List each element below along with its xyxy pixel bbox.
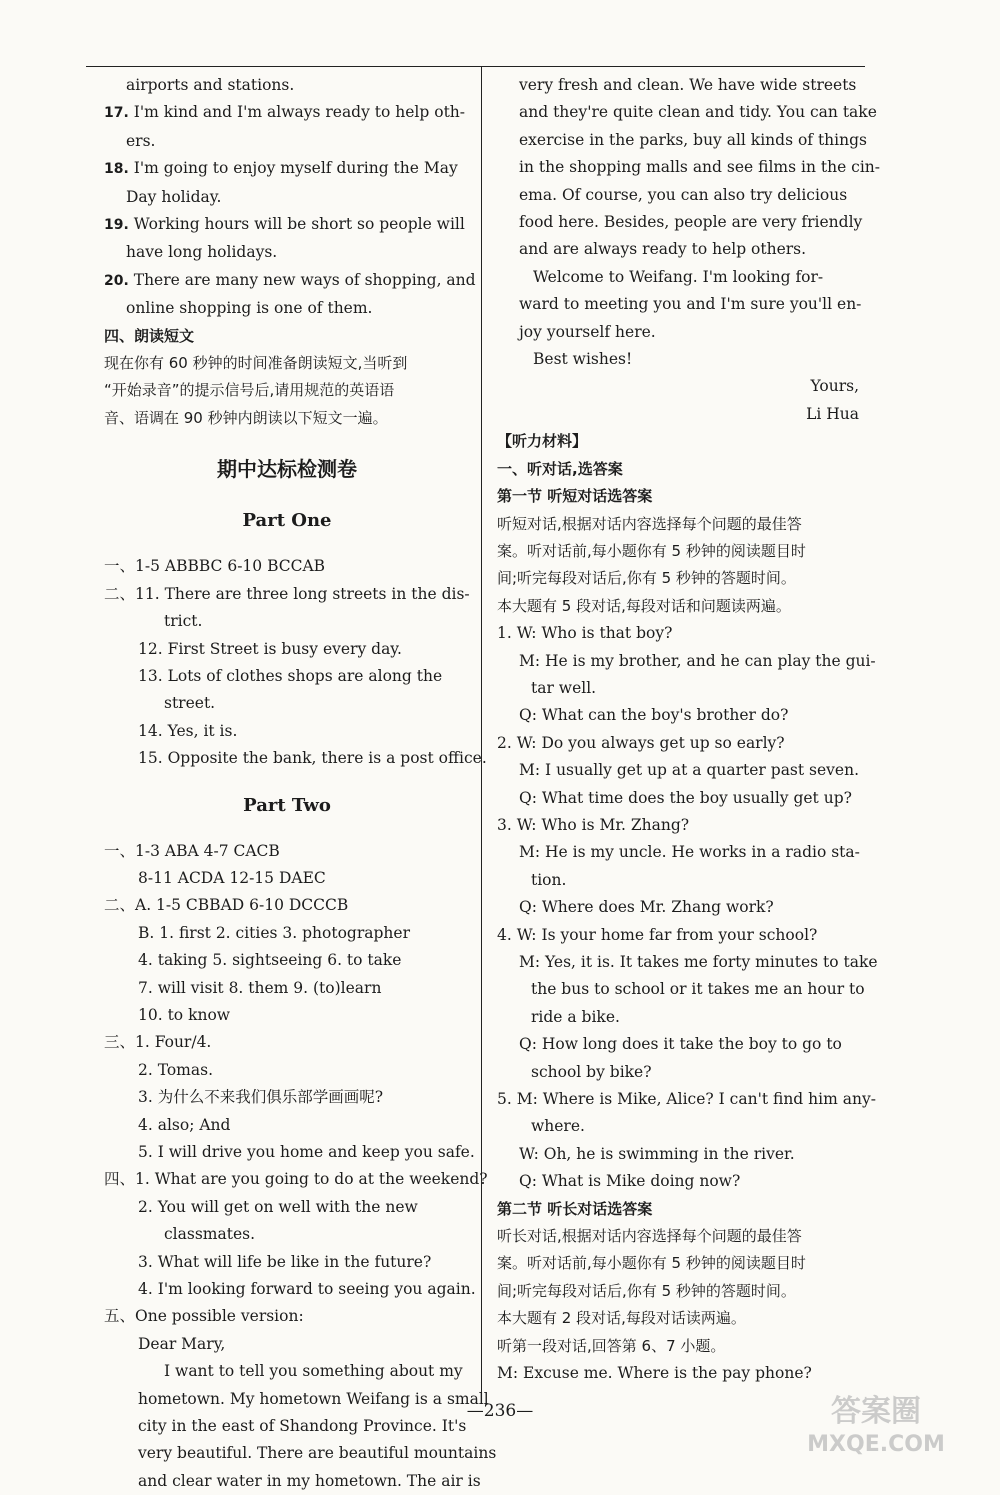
line-text: very fresh and clean. We have wide streets	[519, 76, 857, 94]
line-text: 【听力材料】	[497, 432, 588, 451]
line-text: 15. Opposite the bank, there is a post office.	[138, 749, 487, 768]
text-line	[497, 538, 859, 565]
text-line	[497, 1113, 859, 1140]
line-text: There are many new ways of shopping, and	[128, 270, 476, 289]
line-text: M: He is my uncle. He works in a radio sta-	[519, 843, 860, 862]
line-text: Part Two	[243, 794, 331, 816]
line-text: M: He is my brother, and he can play the gui-	[519, 651, 876, 670]
text-line	[497, 1278, 859, 1305]
line-text: the bus to school or it takes me an hour to	[531, 980, 865, 999]
text-line	[104, 690, 470, 717]
line-text: Yours,	[810, 377, 859, 396]
line-text: 间;听完每段对话后,你有 5 秒钟的答题时间。	[497, 1281, 796, 1300]
line-text: street.	[164, 694, 216, 713]
text-line	[104, 947, 470, 974]
line-text: 2. You will get on well with the new	[138, 1197, 418, 1216]
line-text: 四、朗读短文	[104, 326, 195, 345]
line-text: M: Yes, it is. It takes me forty minutes to take	[519, 953, 878, 971]
line-text: in the shopping malls and see films in the cin-	[519, 158, 881, 177]
text-line	[497, 236, 859, 263]
section-heading	[497, 1196, 859, 1223]
line-text: Part One	[242, 510, 332, 532]
line-text: 4. also; And	[138, 1115, 231, 1134]
text-line	[497, 565, 859, 592]
watermark-logo	[776, 1389, 976, 1459]
line-text: 12. First Street is busy every day.	[138, 639, 402, 658]
line-text: and they're quite clean and tidy. You can take	[519, 103, 877, 122]
line-text: 4. W: Is your home far from your school?	[497, 925, 818, 944]
line-text: 五、One possible version:	[104, 1307, 304, 1326]
text-line	[104, 975, 470, 1002]
line-text: 5. I will drive you home and keep you safe.	[138, 1143, 475, 1161]
text-line	[104, 239, 470, 266]
text-line	[497, 620, 859, 647]
line-text: M: Excuse me. Where is the pay phone?	[497, 1364, 812, 1383]
text-line	[104, 1112, 470, 1139]
line-text: W: Oh, he is swimming in the river.	[519, 1144, 795, 1163]
line-text: Day holiday.	[126, 187, 222, 206]
text-line	[104, 892, 470, 919]
text-line	[497, 730, 859, 757]
text-line	[497, 511, 859, 538]
text-line	[497, 127, 867, 154]
text-line	[104, 608, 470, 635]
text-line	[497, 182, 859, 209]
text-line	[497, 1250, 859, 1277]
text-line	[104, 267, 476, 295]
text-line	[104, 350, 470, 377]
line-text: Li Hua	[806, 404, 859, 423]
line-text: food here. Besides, people are very friendly	[519, 213, 863, 232]
text-line	[497, 812, 859, 839]
section-heading	[497, 456, 859, 483]
text-line	[104, 663, 470, 690]
text-line	[104, 377, 470, 404]
text-line	[497, 757, 859, 784]
line-text: Q: What time does the boy usually get up?	[519, 788, 852, 807]
text-line	[104, 1221, 470, 1248]
line-text: Q: How long does it take the boy to go to	[519, 1035, 842, 1054]
part-heading	[104, 791, 470, 820]
text-line	[104, 1057, 470, 1084]
text-line	[104, 155, 470, 183]
line-text: Working hours will be short so people will	[128, 215, 465, 234]
line-text: 三、1. Four/4.	[104, 1033, 212, 1052]
text-line	[497, 785, 859, 812]
text-line	[497, 702, 859, 729]
line-text: 本大题有 2 段对话,每段对话读两遍。	[497, 1309, 746, 1328]
line-text: 14. Yes, it is.	[138, 721, 238, 740]
line-text: 7. will visit 8. them 9. (to)learn	[138, 978, 382, 997]
line-text: I'm going to enjoy myself during the May	[128, 159, 458, 178]
line-text: trict.	[164, 612, 203, 631]
text-line	[104, 1166, 488, 1193]
text-line	[497, 1141, 859, 1168]
text-line	[497, 1333, 859, 1360]
line-text: and clear water in my hometown. The air is	[138, 1471, 481, 1490]
text-line	[497, 648, 876, 675]
text-line	[497, 1360, 859, 1387]
line-text: 2. Tomas.	[138, 1060, 214, 1079]
section-heading	[104, 323, 470, 350]
line-text: 本大题有 5 段对话,每段对话和问题读两遍。	[497, 596, 791, 615]
text-line	[104, 581, 470, 608]
line-text: tar well.	[531, 678, 597, 697]
text-line	[104, 636, 470, 663]
text-line	[104, 838, 470, 865]
line-text: 间;听完每段对话后,你有 5 秒钟的答题时间。	[497, 569, 796, 588]
text-line	[497, 264, 859, 291]
line-text: M: I usually get up at a quarter past seven.	[519, 761, 860, 780]
line-text: ers.	[126, 131, 156, 150]
item-number: 20.	[104, 272, 129, 289]
text-line	[104, 295, 470, 322]
text-line	[497, 346, 859, 373]
text-line	[104, 1002, 470, 1029]
line-text: 3. What will life be like in the future?	[138, 1252, 432, 1271]
text-line	[497, 209, 863, 236]
page-number: —236—	[466, 1401, 534, 1421]
line-text: 二、11. There are three long streets in the dis-	[104, 584, 470, 603]
text-line	[497, 976, 865, 1003]
line-text: ward to meeting you and I'm sure you'll en-	[519, 295, 862, 314]
text-line	[497, 1223, 859, 1250]
line-text: Welcome to Weifang. I'm looking for-	[533, 267, 824, 286]
line-text: 一、1-3 ABA 4-7 CACB	[104, 841, 280, 860]
line-text: very beautiful. There are beautiful mountains	[138, 1444, 497, 1463]
text-line	[497, 593, 859, 620]
text-line	[497, 291, 862, 318]
line-text: 3. 为什么不来我们俱乐部学画画呢?	[138, 1088, 384, 1107]
text-line	[497, 1059, 859, 1086]
line-text: school by bike?	[531, 1062, 652, 1081]
line-text: 一、1-5 ABBBC 6-10 BCCAB	[104, 557, 326, 576]
line-text: 案。听对话前,每小题你有 5 秒钟的阅读题目时	[497, 1254, 806, 1273]
line-text: 听短对话,根据对话内容选择每个问题的最佳答	[497, 514, 802, 533]
line-text: I'm kind and I'm always ready to help oth-	[128, 103, 466, 122]
line-text: 2. W: Do you always get up so early?	[497, 733, 785, 752]
line-text: Q: What is Mike doing now?	[519, 1172, 741, 1191]
line-text: tion.	[531, 870, 567, 889]
exam-title	[104, 452, 470, 486]
line-text: 3. W: Who is Mr. Zhang?	[497, 815, 690, 834]
watermark-top-text: 答案圈	[831, 1394, 921, 1429]
line-text: 4. taking 5. sightseeing 6. to take	[138, 951, 402, 970]
text-line	[104, 211, 470, 239]
line-text: Best wishes!	[533, 350, 633, 369]
line-text: 13. Lots of clothes shops are along the	[138, 666, 443, 685]
line-text: ride a bike.	[531, 1007, 620, 1026]
line-text: airports and stations.	[126, 76, 295, 94]
line-text: ema. Of course, you can also try delicious	[519, 185, 848, 204]
line-text: 音、语调在 90 秒钟内朗读以下短文一遍。	[104, 408, 388, 427]
text-line	[104, 1249, 470, 1276]
line-text: 1. W: Who is that boy?	[497, 624, 673, 643]
text-line	[104, 1303, 470, 1330]
text-line	[104, 1139, 475, 1166]
watermark-bottom-text: MXQE.COM	[807, 1432, 945, 1457]
line-text: B. 1. first 2. cities 3. photographer	[138, 923, 410, 942]
text-line	[497, 401, 859, 428]
text-line	[104, 128, 470, 155]
line-text: Q: Where does Mr. Zhang work?	[519, 898, 774, 917]
text-line	[497, 894, 859, 921]
text-line	[104, 745, 487, 772]
line-text: where.	[531, 1117, 585, 1136]
text-line	[104, 184, 470, 211]
text-line	[497, 839, 859, 866]
line-text: 10. to know	[138, 1005, 231, 1024]
text-line	[104, 405, 470, 432]
line-text: 4. I'm looking forward to seeing you again.	[138, 1280, 476, 1299]
text-line	[497, 319, 859, 346]
line-text: 听第一段对话,回答第 6、7 小题。	[497, 1336, 726, 1355]
text-line	[104, 718, 470, 745]
line-text: 一、听对话,选答案	[497, 459, 623, 478]
item-number: 17.	[104, 105, 129, 122]
part-heading	[104, 506, 470, 535]
line-text: 8-11 ACDA 12-15 DAEC	[138, 868, 326, 887]
line-text: 听长对话,根据对话内容选择每个问题的最佳答	[497, 1227, 802, 1246]
text-line	[497, 675, 859, 702]
line-text: Dear Mary,	[138, 1334, 226, 1353]
text-line	[104, 1194, 470, 1221]
line-text: classmates.	[164, 1225, 256, 1244]
right-column	[497, 72, 881, 1388]
text-line	[497, 1305, 859, 1332]
text-line	[104, 1084, 470, 1111]
line-text: 5. M: Where is Mike, Alice? I can't find him any-	[497, 1090, 876, 1109]
line-text: city in the east of Shandong Province. It's	[138, 1417, 467, 1436]
text-line	[104, 865, 470, 892]
text-line	[497, 867, 859, 894]
item-number: 19.	[104, 217, 129, 234]
text-line	[497, 373, 859, 400]
item-number: 18.	[104, 161, 129, 178]
section-heading	[497, 428, 859, 455]
text-line	[104, 920, 470, 947]
text-line	[104, 1276, 476, 1303]
line-text: “开始录音”的提示信号后,请用规范的英语语	[104, 381, 395, 400]
line-text: 二、A. 1-5 CBBAD 6-10 DCCCB	[104, 896, 349, 915]
line-text: exercise in the parks, buy all kinds of things	[519, 130, 867, 149]
line-text: and are always ready to help others.	[519, 240, 807, 259]
text-line	[104, 1331, 470, 1358]
left-column	[104, 72, 497, 1495]
line-text: 期中达标检测卷	[217, 457, 357, 482]
top-rule	[86, 66, 865, 67]
text-line	[104, 1468, 481, 1495]
text-line	[104, 72, 470, 99]
line-text: 第一节 听短对话选答案	[497, 487, 653, 506]
line-text: 第二节 听长对话选答案	[497, 1199, 653, 1218]
column-divider	[481, 66, 482, 1396]
text-line	[497, 72, 859, 99]
line-text: 四、1. What are you going to do at the weekend?	[104, 1170, 488, 1189]
line-text: joy yourself here.	[519, 322, 656, 341]
text-line	[104, 553, 470, 580]
section-heading	[497, 483, 859, 510]
text-line	[497, 99, 877, 126]
text-line	[104, 1440, 497, 1467]
line-text: have long holidays.	[126, 243, 278, 262]
text-line	[104, 1358, 470, 1385]
line-text: 现在你有 60 秒钟的时间准备朗读短文,当听到	[104, 354, 408, 373]
line-text: online shopping is one of them.	[126, 299, 373, 318]
line-text: hometown. My hometown Weifang is a small	[138, 1389, 489, 1408]
text-line	[497, 154, 881, 181]
text-line	[497, 1168, 859, 1195]
text-line	[104, 1029, 470, 1056]
text-line	[104, 99, 470, 127]
line-text: Q: What can the boy's brother do?	[519, 706, 789, 725]
text-line	[497, 949, 878, 976]
text-line	[497, 1004, 859, 1031]
text-line	[497, 1086, 876, 1113]
text-line	[497, 922, 859, 949]
line-text: 案。听对话前,每小题你有 5 秒钟的阅读题目时	[497, 541, 806, 560]
text-line	[497, 1031, 859, 1058]
line-text: I want to tell you something about my	[164, 1362, 463, 1381]
